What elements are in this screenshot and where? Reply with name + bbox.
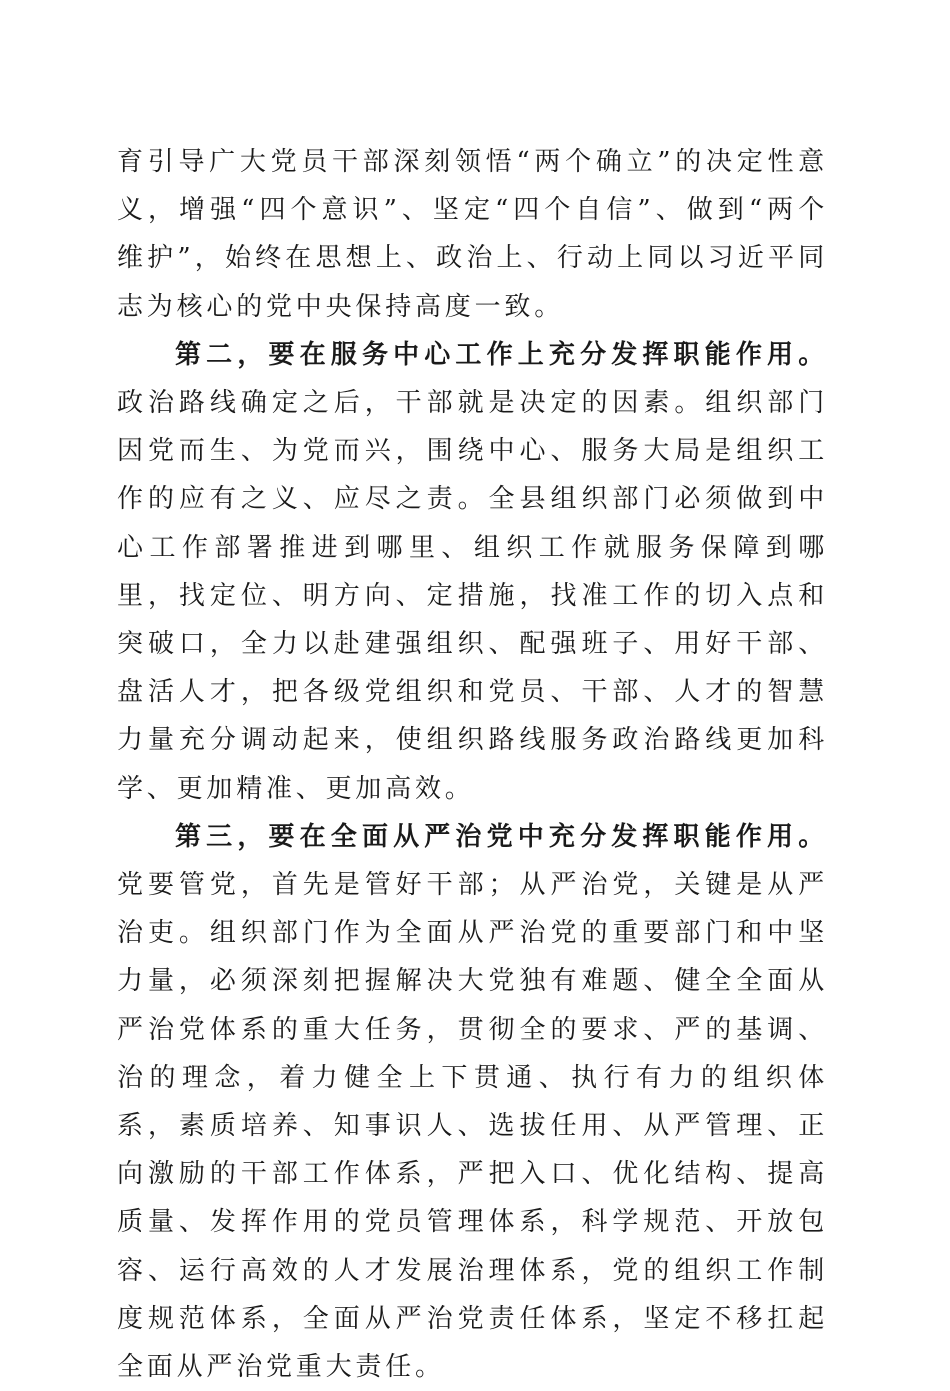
paragraph-continuation — [117, 138, 828, 331]
paragraph-lead-heading: 第二，要在服务中心工作上充分发挥职能作用。 — [175, 339, 828, 370]
paragraph-third-point — [117, 813, 828, 1391]
document-body — [117, 138, 828, 1391]
paragraph-text: 党要管党，首先是管好干部；从严治党，关键是从严治吏。组织部门作为全面从严治党的重要部门和中坚力量，必须深刻把握解决大党独有难题、健全全面从严治党体系的重大任务，贯彻全的要求、严的基调、治的理念，着力健全上下贯通、执行有力的组织体系，素质培养、知事识人、选拔任用、从严管理、正向激励的干部工作体系，严把入口、优化结构、提高质量、发挥作用的党员管理体系，科学规范、开放包容、运行高效的人才发展治理体系，党的组织工作制度规范体系，全面从严治党责任体系，坚定不移扛起全面从严治党重大责任。 — [117, 870, 828, 1383]
paragraph-text: 育引导广大党员干部深刻领悟“两个确立”的决定性意义，增强“四个意识”、坚定“四个自信”、做到“两个维护”，始终在思想上、政治上、行动上同以习近平同志为核心的党中央保持高度一致。 — [117, 147, 828, 322]
paragraph-second-point — [117, 331, 828, 813]
paragraph-lead-heading: 第三，要在全面从严治党中充分发挥职能作用。 — [175, 821, 828, 852]
paragraph-text: 政治路线确定之后，干部就是决定的因素。组织部门因党而生、为党而兴，围绕中心、服务大局是组织工作的应有之义、应尽之责。全县组织部门必须做到中心工作部署推进到哪里、组织工作就服务保障到哪里，找定位、明方向、定措施，找准工作的切入点和突破口，全力以赴建强组织、配强班子、用好干部、盘活人才，把各级党组织和党员、干部、人才的智慧力量充分调动起来，使组织路线服务政治路线更加科学、更加精准、更加高效。 — [117, 388, 828, 804]
